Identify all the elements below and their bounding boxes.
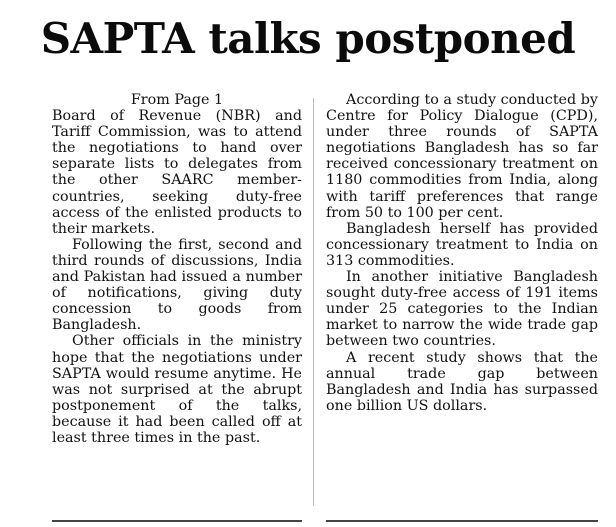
paragraph: Bangladesh herself has provided concessionary treatment to India on 313 commodities. xyxy=(326,220,598,269)
left-column xyxy=(52,92,302,446)
paragraph: Other officials in the ministry hope that the negotiations under SAPTA would resume anytime. He was not surprised at the abrupt postponement of the talks, because it had been called off at least three times in the past. xyxy=(52,333,302,446)
bottom-rule-right xyxy=(326,520,598,522)
headline: SAPTA talks postponed xyxy=(40,14,576,63)
column-divider xyxy=(313,98,314,506)
continued-from-kicker: From Page 1 xyxy=(130,92,224,108)
bottom-rule-left xyxy=(52,520,302,522)
paragraph: A recent study shows that the annual trade gap between Bangladesh and India has surpassed one billion US dollars. xyxy=(326,349,598,414)
right-column xyxy=(326,92,598,414)
paragraph: In another initiative Bangladesh sought duty-free access of 191 items under 25 categories to the Indian market to narrow the wide trade gap between two countries. xyxy=(326,269,598,350)
paragraph: Following the first, second and third rounds of discussions, India and Pakistan had issued a number of notifications, giving duty concession to goods from Bangladesh. xyxy=(52,236,302,334)
paragraph: Board of Revenue (NBR) and Tariff Commission, was to attend the negotiations to hand over separate lists to delegates from the other SAARC member-countries, seeking duty-free access of the enlisted products to their markets. xyxy=(52,108,302,237)
paragraph: According to a study conducted by Centre for Policy Dialogue (CPD), under three rounds of SAPTA negotiations Bangladesh has so far received concessionary treatment on 1180 commodities from India, along with tariff preferences that range from 50 to 100 per cent. xyxy=(326,92,598,221)
